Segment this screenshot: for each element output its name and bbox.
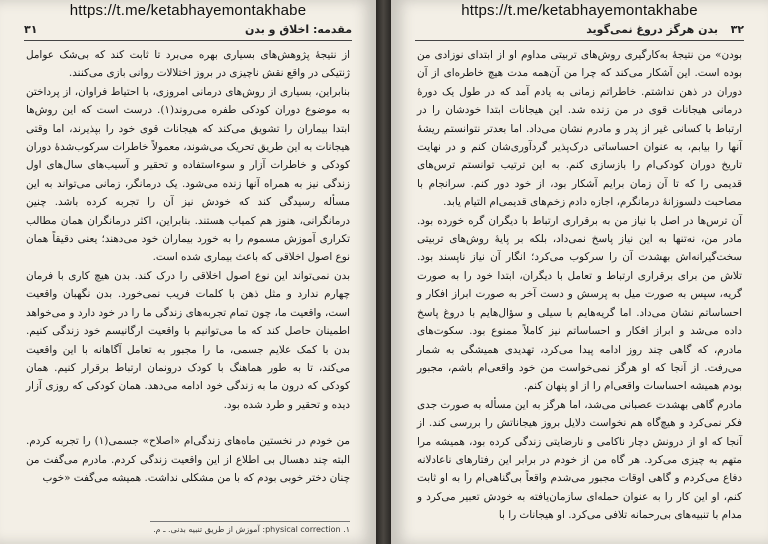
book-title: بدن هرگز دروغ نمی‌گوید (586, 23, 718, 36)
paragraph: بدن نمی‌تواند این نوع اصول اخلاقی را درک کند. بدن هیچ کاری با فرمان چهارم ندارد و مثل ذهن با کلمات فریب نمی‌خورد. بدن نگهبان واقعیت است، واقعیت ما، چون تمام تجربه‌های زندگی ما را در خود دارد و می‌خواهد اطمینان حاصل کند که ما می‌توانیم با واقعیت ارگانیسم خود زندگی کنیم. بدن با کمک علایم جسمی، ما را مجبور به تعامل آگاهانه با این واقعیت می‌کند، تا به طور هماهنگ با کودک درونمان ارتباط برقرار کنیم. همان کودکی که درون ما به زندگی خود ادامه می‌دهد. همان کودکی که روزی آزار دیده و تحقیر و طرد شده بود. (26, 269, 350, 411)
telegram-url[interactable]: https://t.me/ketabhayemontakhabe (69, 2, 307, 19)
paragraph: آن ترس‌ها در اصل با نیاز من به برقراری ارتباط با دیگران گره خورده بود. مادر من، نه‌تنها به این نیاز پاسخ نمی‌داد، بلکه بر پایهٔ روش‌های تربیتی سخت‌گیرانه‌اش بهشدت آن را سرکوب می‌کرد؛ انگار آن نیاز ناپسند بود. تلاش من برای برقراری ارتباط و تعامل با دیگران، ابتدا خود را به صورت گریه، سپس به صورت میل به پرسش و دست آخر به صورت ابراز افکار و احساساتم نشان می‌داد. اما گریه‌هایم با سیلی و سؤال‌هایم با دروغ پاسخ داده می‌شد و ابراز افکار و احساساتم نیز کاملاً ممنوع بود. سکوت‌های مادرم، که گاهی چند روز ادامه پیدا می‌کرد، تهدیدی همیشگی به شمار می‌رفت. از آنجا که او هرگز نمی‌خواست من خود واقعی‌ام باشم، مجبور بودم همیشه احساسات واقعی‌ام را از او پنهان کنم. (417, 214, 742, 393)
chapter-title: مقدمه: اخلاق و بدن (244, 23, 352, 36)
paragraph: بودن» من نتیجهٔ به‌کارگیری روش‌های تربیتی مداوم او از ابتدای نوزادی من بوده است. این آشکار می‌کند که چرا من آن‌همه مدت هیچ خاطره‌ای از آن دوران در ذهن نداشتم. خاطراتم زمانی به یادم آمد که در طول یک دورهٔ درمانی هیجانات قوی در من زنده شد. این هیجانات ابتدا خودشان را در ارتباط با کسانی غیر از پدر و مادرم نشان می‌داد. اما بعدتر نتوانستم ریشهٔ آنها را بیابم، به عنوان احساساتی درک‌پذیر گردآوری‌شان کنم و در نهایت تاریخ دوران کودکی‌ام را بازسازی کنم. به این ترتیب توانستم ترس‌های قدیمی را که تا آن زمان برایم آشکار بود، از خود دور کنم. سرانجام با مصاحبت دلسوزانهٔ درمانگرم، اجازه دادم زخم‌های قدیمی‌ام التیام یابد. (417, 49, 742, 209)
running-header (415, 22, 744, 41)
paragraph: از نتیجهٔ پژوهش‌های بسیاری بهره می‌برد تا ثابت کند که بی‌شک عوامل ژنتیکی در واقع نقش ناچیزی در بروز اختلالات روانی بازی می‌کنند. (26, 49, 350, 80)
paragraph: مادرم گاهی بهشدت عصبانی می‌شد، اما هرگز به این مسأله به صورت جدی فکر نمی‌کرد و هیچ‌گاه هم نخواست دلایل بروز هیجاناتش را بررسی کند. از آنجا که او از درونش دچار ناکامی و نارضایتی زندگی کرده بود، همیشه مرا متهم به چیزی می‌کرد. هر گاه من از خودم در برابر این رفتارهای ناعادلانه دفاع می‌کردم و گاهی اوقات مجبور می‌شدم واقعاً بی‌گناهی‌ام را به او ثابت کنم، او این کار را به عنوان حمله‌ای سازمان‌یافته به خودش تعبیر می‌کرد و مدام با تنبیه‌های بی‌رحمانه تلافی می‌کرد. او هیجانات را با (417, 398, 742, 522)
telegram-url[interactable]: https://t.me/ketabhayemontakhabe (461, 2, 698, 19)
running-header (24, 22, 352, 41)
footnote: ۱. physical correction: آموزش از طریق تنبیه بدنی. ـ م. (150, 521, 350, 534)
left-page (0, 0, 376, 544)
paragraph: بنابراین، بسیاری از روش‌های درمانی امروزی، با احتیاط فراوان، از پرداختن به موضوع دوران کودکی طفره می‌روند(۱). درست است که این روش‌ها ابتدا بیماران را تشویق می‌کند که هیجانات قوی خود را بپذیرند، اما وقتی هیجانات به این طریق تحریک می‌شوند، معمولاً خاطرات سرکوب‌شدهٔ دوران کودکی و خاطرات آزار و سوءاستفاده و تحقیر و آسیب‌های سال‌های اول زندگی نیز به همراه آنها زنده می‌شود. یک درمانگر، زمانی می‌تواند به این مسأله رسیدگی کند که خودش نیز آن را تجربه کرده باشد. چنین درمانگرانی، هنوز هم کمیاب هستند. بنابراین، اکثر درمانگران همان مطالب تکراری آموزش مسموم را به خورد بیماران خود می‌دهند؛ یعنی دقیقاً همان نوع اصول اخلاقی که باعث بیماری شده است. (26, 85, 350, 264)
right-page (391, 0, 768, 544)
paragraph: من خودم در نخستین ماه‌های زندگی‌ام «اصلاح» جسمی(۱) را تجربه کردم. البته چند دهسال بی اطلاع از این واقعیت زندگی کردم. مادرم می‌گفت من چنان دختر خوبی بودم که با من مشکلی نداشت. همیشه می‌گفت «خوب (26, 435, 350, 484)
book-gutter (376, 0, 391, 544)
page-number: ۳۲ (730, 23, 744, 36)
page-number: ۳۱ (24, 23, 38, 36)
body-text (26, 46, 350, 487)
body-text (417, 46, 742, 525)
